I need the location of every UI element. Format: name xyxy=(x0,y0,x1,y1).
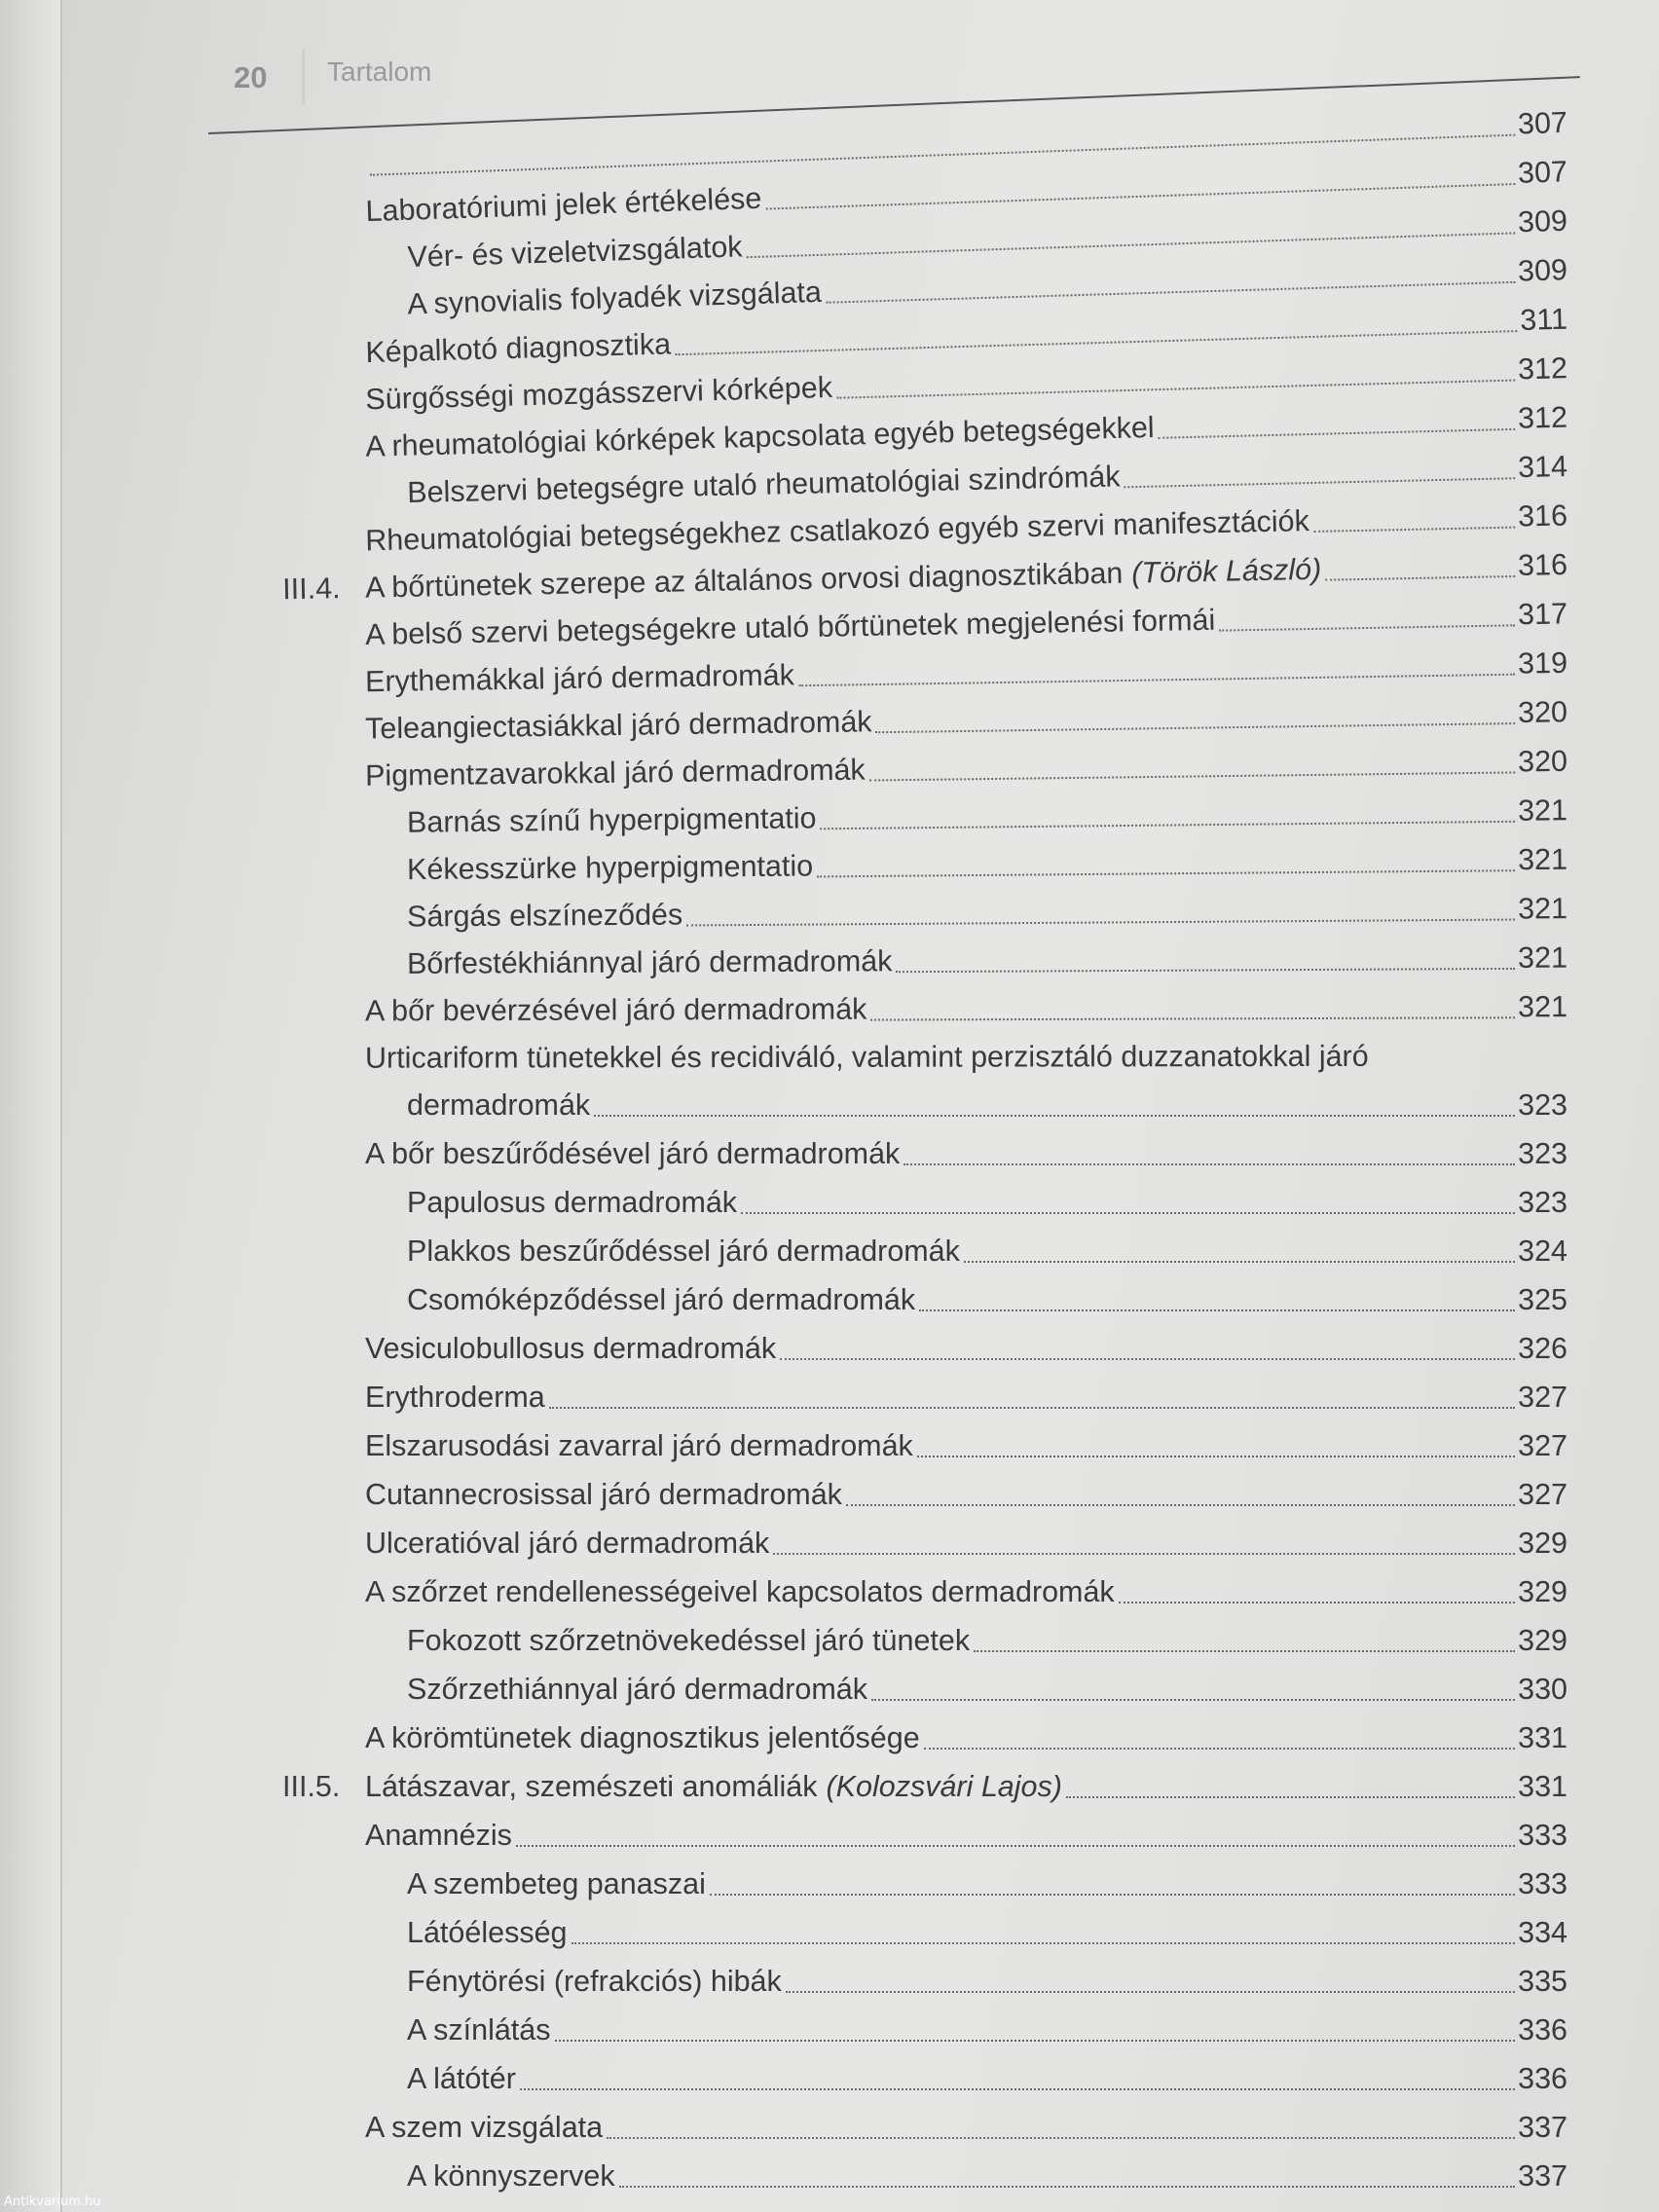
toc-entry xyxy=(282,1030,1567,1081)
toc-entry-title: Ulceratióval járó dermadromák xyxy=(365,1527,770,1560)
toc-entry xyxy=(282,1371,1567,1419)
toc-entry-title: Plakkos beszűrődéssel járó dermadromák xyxy=(407,1235,960,1268)
toc-page-number: 317 xyxy=(1517,597,1568,632)
toc-entry-title: Vesiculobullosus dermadromák xyxy=(365,1332,777,1365)
toc-page-number: 307 xyxy=(1517,155,1568,190)
toc-page-number: 321 xyxy=(1518,940,1568,975)
toc-page-number: 329 xyxy=(1518,1527,1567,1560)
toc-page-number: 312 xyxy=(1517,400,1568,435)
toc-entry xyxy=(282,1809,1567,1858)
dot-leader xyxy=(1119,1580,1515,1604)
toc-entry-title: A bőr beszűrődésével járó dermadromák xyxy=(365,1137,901,1170)
dot-leader xyxy=(875,701,1515,733)
toc-section-number xyxy=(282,337,350,339)
toc-page-number: 336 xyxy=(1518,2062,1567,2095)
toc-entry xyxy=(282,1079,1567,1127)
toc-entry-title: Fokozott szőrzetnövekedéssel járó tünetek xyxy=(407,1624,971,1657)
dot-leader xyxy=(836,358,1516,399)
toc-section-number xyxy=(282,430,350,432)
toc-section-number xyxy=(282,525,350,526)
toc-entry-title: Sürgősségi mozgásszervi kórképek xyxy=(364,370,833,417)
toc-entry-title: A bőr bevérzésével járó dermadromák xyxy=(364,992,867,1028)
toc-entry-title: A színlátás xyxy=(407,2013,551,2046)
toc-entry-title: Csomóképződéssel járó dermadromák xyxy=(407,1283,916,1316)
toc-page-number: 323 xyxy=(1518,1088,1567,1122)
toc-entry-title: Képalkotó diagnosztika xyxy=(364,327,672,370)
page-gutter xyxy=(0,0,62,2212)
toc-section-number xyxy=(282,806,350,807)
toc-entry xyxy=(282,1273,1567,1322)
toc-entry-title: Elszarusodási zavarral járó dermadromák xyxy=(365,1429,913,1462)
dot-leader xyxy=(1066,1775,1515,1798)
dot-leader xyxy=(1219,603,1515,631)
toc-entry xyxy=(282,1322,1567,1371)
toc-page-number: 327 xyxy=(1518,1429,1567,1462)
dot-leader xyxy=(619,2164,1516,2188)
toc-entry-title: A szembeteg panaszai xyxy=(407,1867,706,1900)
toc-entry xyxy=(282,1419,1567,1468)
toc-section-number xyxy=(282,242,350,244)
toc-section-number xyxy=(282,148,350,150)
dot-leader xyxy=(917,1434,1515,1457)
toc-page-number: 333 xyxy=(1518,1867,1567,1900)
toc-page-number: 307 xyxy=(1517,105,1568,141)
toc-entry xyxy=(282,2004,1567,2052)
toc-page-number: 329 xyxy=(1518,1624,1567,1657)
dot-leader xyxy=(1158,407,1515,439)
running-title: Tartalom xyxy=(327,56,432,87)
toc-section-number xyxy=(282,665,350,666)
dot-leader xyxy=(780,1337,1515,1360)
dot-leader xyxy=(549,1385,1515,1409)
toc-entry xyxy=(282,2052,1567,2101)
dot-leader xyxy=(555,2018,1516,2042)
watermark: Antikvarium.hu xyxy=(4,2194,101,2209)
toc-section-number: III.5. xyxy=(282,1770,341,1803)
toc-page-number: 321 xyxy=(1517,892,1568,926)
toc-page-number: 327 xyxy=(1518,1478,1567,1511)
toc-entry-title: A synovialis folyadék vizsgálata xyxy=(406,275,823,321)
toc-entry-title: Sárgás elszíneződés xyxy=(406,898,683,934)
toc-entry xyxy=(282,1127,1567,1176)
toc-section-number xyxy=(282,289,350,291)
toc-entry xyxy=(282,1955,1567,2004)
toc-entry-title: Papulosus dermadromák xyxy=(407,1186,738,1219)
toc-page-number: 321 xyxy=(1517,793,1568,828)
toc-page-number: 323 xyxy=(1518,1186,1567,1219)
toc-entry xyxy=(282,1566,1567,1614)
toc-entry xyxy=(282,1614,1567,1663)
toc-entry xyxy=(282,1225,1567,1273)
toc-page-number: 316 xyxy=(1517,547,1568,582)
dot-leader xyxy=(773,1531,1515,1555)
table-of-contents xyxy=(282,105,1567,2198)
dot-leader xyxy=(1124,456,1515,488)
toc-page-number: 331 xyxy=(1518,1770,1567,1803)
toc-page-number: 323 xyxy=(1518,1137,1567,1170)
toc-entry-title: Barnás színű hyperpigmentatio xyxy=(406,801,817,839)
dot-leader xyxy=(846,1483,1515,1506)
toc-entry xyxy=(282,1858,1567,1906)
toc-entry-title: A látótér xyxy=(407,2062,516,2095)
dot-leader xyxy=(741,1191,1515,1214)
toc-entry xyxy=(282,1176,1567,1225)
toc-entry-author: (Török László) xyxy=(1130,552,1322,590)
toc-entry xyxy=(282,1663,1567,1712)
toc-page-number: 337 xyxy=(1518,2111,1567,2144)
toc-page-number: 330 xyxy=(1518,1673,1567,1706)
toc-page-number: 326 xyxy=(1518,1332,1567,1365)
toc-page-number: 311 xyxy=(1519,302,1568,337)
toc-page-number: 327 xyxy=(1518,1381,1567,1414)
dot-leader xyxy=(869,750,1516,781)
toc-entry-title: Vér- és vizeletvizsgálatok xyxy=(406,230,743,275)
toc-entry-title: Pigmentzavarokkal járó dermadromák xyxy=(364,753,866,793)
toc-entry-title: Cutannecrosissal járó dermadromák xyxy=(365,1478,842,1511)
dot-leader xyxy=(903,1142,1515,1165)
toc-page-number: 316 xyxy=(1517,498,1568,534)
toc-entry xyxy=(282,980,1567,1034)
toc-section-number xyxy=(282,618,350,619)
dot-leader xyxy=(1313,505,1516,533)
toc-entry-title: Urticariform tünetekkel és recidiváló, valamint perzisztáló duzzanatokkal járó xyxy=(364,1039,1369,1075)
dot-leader xyxy=(571,1921,1516,1944)
dot-leader xyxy=(964,1239,1515,1263)
toc-entry-title: A könnyszervek xyxy=(407,2159,615,2193)
toc-section-number xyxy=(282,196,350,198)
toc-section-number xyxy=(282,384,350,386)
toc-entry-title: Rheumatológiai betegségekhez csatlakozó egyéb szervi manifesztációk xyxy=(364,504,1310,558)
dot-leader xyxy=(974,1629,1515,1652)
toc-entry xyxy=(282,2101,1567,2150)
toc-page-number: 319 xyxy=(1517,645,1568,681)
toc-page-number: 309 xyxy=(1517,253,1568,288)
toc-entry-title: Laboratóriumi jelek értékelése xyxy=(365,181,762,229)
toc-entry xyxy=(282,1712,1567,1760)
toc-page-number: 325 xyxy=(1518,1283,1567,1316)
toc-entry xyxy=(282,1906,1567,1955)
toc-entry xyxy=(282,1517,1567,1566)
toc-page-number: 320 xyxy=(1517,695,1568,730)
toc-page-number: 321 xyxy=(1517,842,1568,877)
toc-entry-title: Erythemákkal járó dermadromák xyxy=(364,658,795,699)
toc-entry xyxy=(282,2150,1567,2198)
toc-page-number: 321 xyxy=(1518,990,1568,1024)
toc-page-number: 336 xyxy=(1518,2013,1567,2046)
dot-leader xyxy=(871,1677,1515,1701)
dot-leader xyxy=(786,1970,1515,1993)
toc-entry-title: Szőrzethiánnyal járó dermadromák xyxy=(407,1673,867,1706)
toc-entry-title: Anamnézis xyxy=(365,1819,512,1852)
toc-section-number: III.4. xyxy=(281,571,341,607)
dot-leader xyxy=(1325,554,1515,581)
dot-leader xyxy=(710,1872,1515,1896)
toc-page-number: 314 xyxy=(1517,450,1568,485)
toc-entry-title: Erythroderma xyxy=(365,1381,545,1414)
dot-leader xyxy=(607,2116,1515,2139)
toc-entry-title: A rheumatológiai kórképek kapcsolata egyéb betegségekkel xyxy=(364,410,1155,463)
toc-entry xyxy=(282,1760,1567,1809)
toc-section-number xyxy=(282,477,350,479)
toc-entry-title: Fénytörési (refrakciós) hibák xyxy=(407,1965,782,1998)
toc-section-number xyxy=(282,713,350,714)
dot-leader xyxy=(516,1824,1515,1847)
toc-entry-author: (Kolozsvári Lajos) xyxy=(826,1770,1062,1803)
toc-page-number: 309 xyxy=(1517,203,1568,240)
toc-page-number: 337 xyxy=(1518,2159,1567,2193)
toc-section-number xyxy=(282,854,350,855)
dot-leader xyxy=(798,652,1516,687)
toc-page-number: 335 xyxy=(1518,1965,1567,1998)
toc-entry-title: Kékesszürke hyperpigmentatio xyxy=(406,849,814,887)
dot-leader xyxy=(919,1288,1515,1311)
toc-entry-title: Látóélesség xyxy=(407,1916,568,1949)
dot-leader xyxy=(924,1726,1515,1750)
toc-entry-title: A körömtünetek diagnosztikus jelentősége xyxy=(365,1721,920,1754)
toc-entry-title: A bőrtünetek szerepe az általános orvosi diagnosztikában xyxy=(364,556,1124,605)
header-separator xyxy=(302,49,305,105)
toc-entry-title: Bőrfestékhiánnyal járó dermadromák xyxy=(406,944,893,980)
toc-section-number xyxy=(282,759,350,760)
toc-page-number: 334 xyxy=(1518,1916,1567,1949)
dot-leader xyxy=(594,1093,1515,1117)
toc-page-number: 333 xyxy=(1518,1819,1567,1852)
toc-page-number: 331 xyxy=(1518,1721,1567,1754)
toc-entry xyxy=(282,1468,1567,1517)
dot-leader xyxy=(870,995,1515,1020)
dot-leader xyxy=(520,2067,1515,2090)
dot-leader xyxy=(817,848,1515,877)
toc-entry-title: Belszervi betegségre utaló rheumatológiai szindrómák xyxy=(406,460,1121,510)
toc-page-number: 324 xyxy=(1518,1235,1567,1268)
toc-entry xyxy=(282,932,1567,987)
dot-leader xyxy=(686,898,1515,927)
toc-entry-title: Teleangiectasiákkal járó dermadromák xyxy=(364,705,872,746)
toc-entry-title: dermadromák xyxy=(407,1088,591,1122)
page-number: 20 xyxy=(234,60,268,94)
toc-page-number: 329 xyxy=(1518,1575,1567,1608)
toc-page-number: 320 xyxy=(1517,744,1568,779)
toc-entry xyxy=(282,882,1567,940)
dot-leader xyxy=(820,799,1515,830)
toc-entry-title: A szőrzet rendellenességeivel kapcsolatos dermadromák xyxy=(365,1575,1115,1608)
toc-entry-title: Látászavar, szemészeti anomáliák xyxy=(365,1770,818,1803)
toc-entry-title: A szem vizsgálata xyxy=(365,2111,604,2144)
toc-entry-title: A belső szervi betegségekre utaló bőrtünetek megjelenési formái xyxy=(364,603,1216,651)
dot-leader xyxy=(896,946,1515,973)
toc-page-number: 312 xyxy=(1517,351,1568,387)
